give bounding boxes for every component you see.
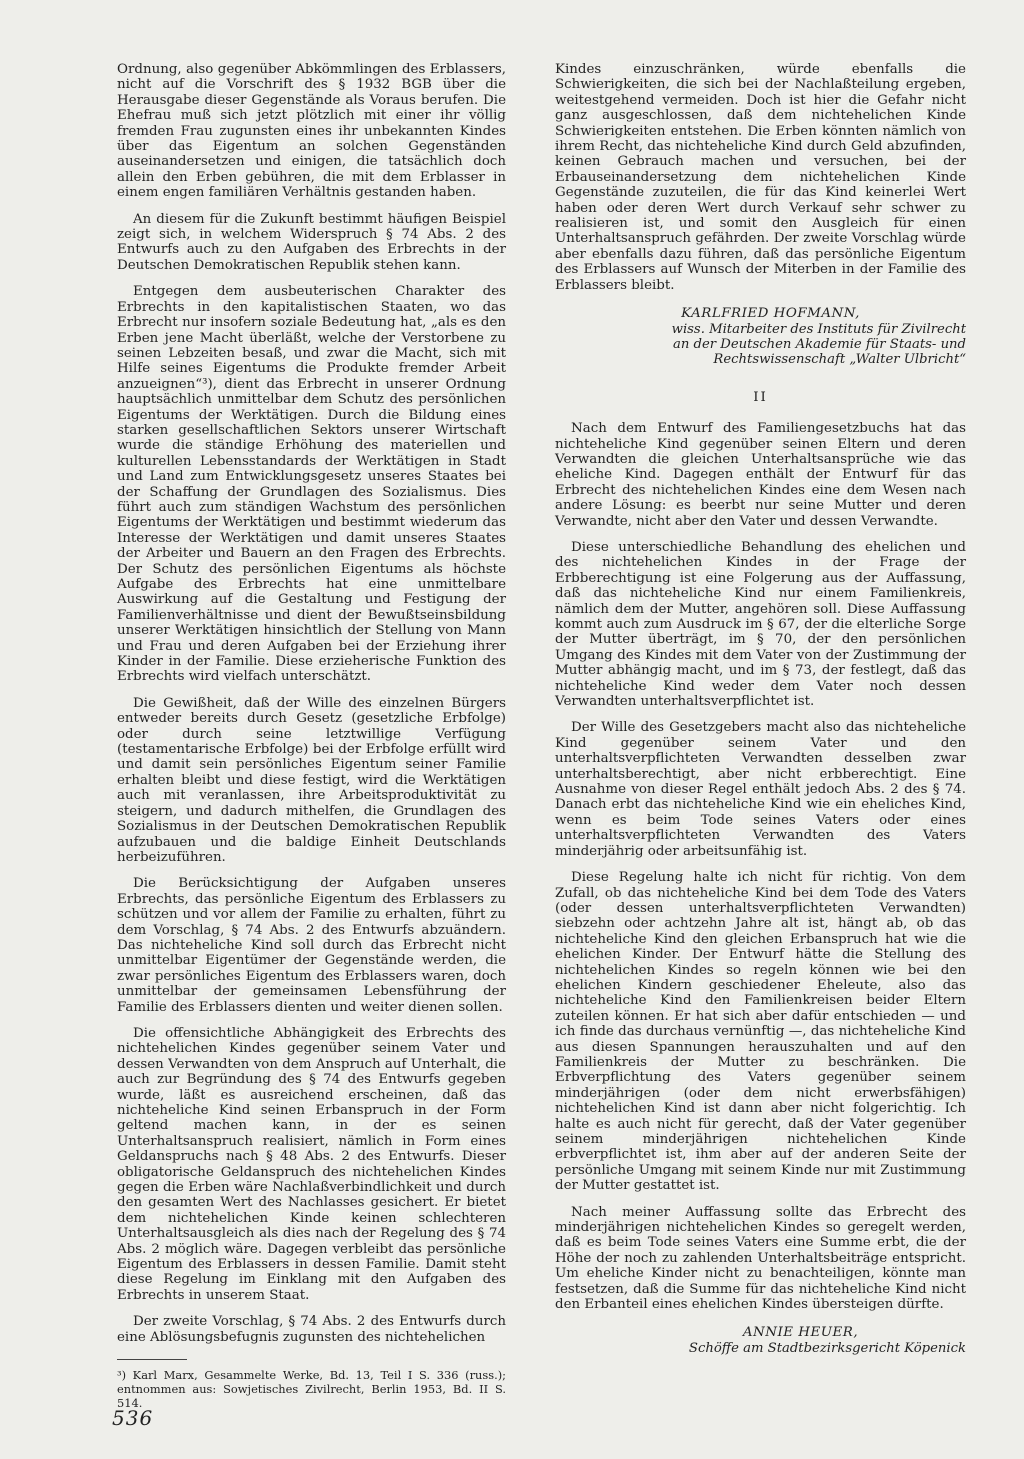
paragraph: An diesem für die Zukunft bestimmt häufigen Beispiel zeigt sich, in welchem Widerspruch § 74 Abs. 2 des Entwurfs auch zu den Aufgaben des Erbrechts in der Deutschen Demokratischen Republik stehen kann. xyxy=(117,211,506,273)
paragraph: Kindes einzuschränken, würde ebenfalls die Schwierigkeiten, die sich bei der Nachlaßteilung ergeben, weitestgehend vermeiden. Doch ist hier die Gefahr nicht ganz ausgeschlossen, daß dem nichtehelichen Kinde Schwierigkeiten entstehen. Die Erben könnten nämlich von ihrem Recht, das nichteheliche Kind durch Geld abzufinden, keinen Gebrauch machen und versuchen, bei der Erbauseinandersetzung dem nichtehelichen Kinde Gegenstände zuzuteilen, die für das Kind keinerlei Wert haben oder deren Wert durch Verkauf sehr schwer zu realisieren ist, und somit den Ausgleich für einen Unterhaltsanspruch gefährden. Der zweite Vorschlag würde aber ebenfalls dazu führen, daß das persönliche Eigentum des Erblassers auf Wunsch der Miterben in der Familie des Erblassers bleibt. xyxy=(555,62,966,293)
author-affiliation: an der Deutschen Akademie für Staats- und xyxy=(672,336,966,352)
signature-block-hofmann xyxy=(555,306,966,368)
author-affiliation: Schöffe am Stadtbezirksgericht Köpenick xyxy=(688,1340,966,1356)
section-heading: II xyxy=(753,389,768,405)
paragraph: Ordnung, also gegenüber Abkömmlingen des Erblassers, nicht auf die Vorschrift des § 1932 BGB über die Herausgabe dieser Gegenstände als Voraus berufen. Die Ehefrau muß sich jetzt plötzlich mit einer ihr völlig fremden Frau zugunsten eines ihr unbekannten Kindes über das Eigentum an solchen Gegenständen auseinandersetzen und einigen, die tatsächlich doch allein den Erben gebühren, die mit dem Erblasser in einem engen familiären Verhältnis gestanden haben. xyxy=(117,62,506,201)
author-affiliation: Rechtswissenschaft „Walter Ulbricht“ xyxy=(713,352,966,368)
author-name: KARLFRIED HOFMANN, xyxy=(681,306,860,322)
author-affiliation: wiss. Mitarbeiter des Instituts für Zivilrecht xyxy=(671,321,966,337)
footnote-rule xyxy=(117,1359,187,1360)
paragraph: Die Gewißheit, daß der Wille des einzelnen Bürgers entweder bereits durch Gesetz (gesetzliche Erbfolge) oder durch seine letztwillige Verfügung (testamentarische Erbfolge) bei der Erbfolge erfüllt wird und damit sein persönliches Eigentum seiner Familie erhalten bleibt und diese festigt, wird die Werktätigen auch mit veranlassen, ihre Arbeitsproduktivität zu steigern, und dadurch mithelfen, die Grundlagen des Sozialismus in der Deutschen Demokratischen Republik aufzubauen und die baldige Einheit Deutschlands herbeizuführen. xyxy=(117,695,506,865)
right-column xyxy=(555,62,966,1356)
paragraph: Der zweite Vorschlag, § 74 Abs. 2 des Entwurfs durch eine Ablösungsbefugnis zugunsten des nichtehelichen xyxy=(117,1314,506,1345)
paragraph: Diese Regelung halte ich nicht für richtig. Von dem Zufall, ob das nichteheliche Kind bei dem Tode des Vaters (oder dessen unterhaltsverpflichteten Verwandten) siebzehn oder achtzehn Jahre alt ist, hängt ab, ob das nichteheliche Kind den gleichen Erbanspruch hat wie die ehelichen Kinder. Der Entwurf hätte die Stellung des nichtehelichen Kindes so regeln können wie bei den ehelichen Kindern geschiedener Eheleute, also das nichteheliche Kind den Familienkreisen beider Eltern zuteilen können. Er hat sich aber dafür entschieden — und ich finde das durchaus vernünftig —, das nichteheliche Kind aus diesen Spannungen herauszuhalten und auf den Familienkreis der Mutter zu beschränken. Die Erbverpflichtung des Vaters gegenüber seinem minderjährigen (oder dem nicht erwerbsfähigen) nichtehelichen Kind ist dann aber nicht folgerichtig. Ich halte es auch nicht für gerecht, daß der Vater gegenüber seinem minderjährigen nichtehelichen Kinde erbverpflichtet ist, ihm aber auf der anderen Seite der persönliche Umgang mit seinem Kinde nur mit Zustimmung der Mutter gestattet ist. xyxy=(555,870,966,1194)
author-name: ANNIE HEUER, xyxy=(742,1325,859,1341)
page-number: 536 xyxy=(112,1406,154,1430)
paragraph: Diese unterschiedliche Behandlung des ehelichen und des nichtehelichen Kindes in der Frage der Erbberechtigung ist eine Folgerung aus der Auffassung, daß das nichteheliche Kind nur einem Familienkreis, nämlich dem der Mutter, angehören soll. Diese Auffassung kommt auch zum Ausdruck im § 67, der die elterliche Sorge der Mutter überträgt, im § 70, der den persönlichen Umgang des Kindes mit dem Vater von der Zustimmung der Mutter abhängig macht, und im § 73, der festlegt, daß das nichteheliche Kind weder dem Vater noch dessen Verwandten unterhaltsverpflichtet ist. xyxy=(555,539,966,710)
footnote: ³) Karl Marx, Gesammelte Werke, Bd. 13, Teil I S. 336 (russ.); entnommen aus: Sowjetisches Zivilrecht, Berlin 1953, Bd. II S. 514. xyxy=(117,1368,506,1411)
paragraph: Die Berücksichtigung der Aufgaben unseres Erbrechts, das persönliche Eigentum des Erblassers zu schützen und vor allem der Familie zu erhalten, führt zu dem Vorschlag, § 74 Abs. 2 des Entwurfs abzuändern. Das nichteheliche Kind soll durch das Erbrecht nicht unmittelbar Eigentümer der Gegenstände werden, die zwar persönliches Eigentum des Erblassers waren, doch unmittelbar der gemeinsamen Lebensführung der Familie des Erblassers dienten und weiter dienen sollen. xyxy=(117,876,506,1015)
paragraph: Der Wille des Gesetzgebers macht also das nichteheliche Kind gegenüber seinem Vater und den unterhaltsverpflichteten Verwandten desselben zwar unterhaltsberechtigt, aber nicht erbberechtigt. Eine Ausnahme von dieser Regel enthält jedoch Abs. 2 des § 74. Danach erbt das nichteheliche Kind wie ein eheliches Kind, wenn es beim Tode seines Vaters oder eines unterhaltsverpflichteten Verwandten des Vaters minderjährig oder arbeitsunfähig ist. xyxy=(555,720,966,859)
paragraph: Entgegen dem ausbeuterischen Charakter des Erbrechts in den kapitalistischen Staaten, wo das Erbrecht nur insofern soziale Bedeutung hat, „als es den Erben jene Macht überläßt, welche der Verstorbene zu seinen Lebzeiten besaß, und zwar die Macht, sich mit Hilfe seines Eigentums die Produkte fremder Arbeit anzueignen“³), dient das Erbrecht in unserer Ordnung hauptsächlich unmittelbar dem Schutz des persönlichen Eigentums der Werktätigen. Durch die Bildung eines starken gesellschaftlichen Sektors unserer Wirtschaft wurde die ständige Erhöhung des materiellen und kulturellen Lebensstandards der Werktätigen in Stadt und Land zum Entwicklungsgesetz unseres Staates bei der Schaffung der Grundlagen des Sozialismus. Dies führt auch zum ständigen Wachstum des persönlichen Eigentums der Werktätigen und bestimmt wiederum das Interesse der Werktätigen und damit unseres Staates der Arbeiter und Bauern an den Fragen des Erbrechts. Der Schutz des persönlichen Eigentums als höchste Aufgabe des Erbrechts hat eine unmittelbare Auswirkung auf die Gestaltung und Festigung der Familienverhältnisse und dient der Bewußtseinsbildung unserer Werktätigen hinsichtlich der Stellung von Mann und Frau und deren Aufgaben bei der Erziehung ihrer Kinder in der Familie. Diese erzieherische Funktion des Erbrechts wird vielfach unterschätzt. xyxy=(117,284,506,685)
left-column xyxy=(117,62,506,1421)
signature-block-heuer xyxy=(555,1325,966,1356)
paragraph: Nach dem Entwurf des Familiengesetzbuchs hat das nichteheliche Kind gegenüber seinen Eltern und deren Verwandten die gleichen Unterhaltsansprüche wie das eheliche Kind. Dagegen enthält der Entwurf für das Erbrecht des nichtehelichen Kindes eine dem Wesen nach andere Lösung: es beerbt nur seine Mutter und deren Verwandte, nicht aber den Vater und dessen Verwandte. xyxy=(555,421,966,529)
paragraph: Die offensichtliche Abhängigkeit des Erbrechts des nichtehelichen Kindes gegenüber seinem Vater und dessen Verwandten von dem Anspruch auf Unterhalt, die auch zur Begründung des § 74 des Entwurfs gegeben wurde, läßt es ausreichend erscheinen, daß das nichteheliche Kind seinen Erbanspruch in der Form geltend machen kann, in der es seinen Unterhaltsanspruch realisiert, nämlich in Form eines Geldanspruchs nach § 48 Abs. 2 des Entwurfs. Dieser obligatorische Geldanspruch des nichtehelichen Kindes gegen die Erben wäre Nachlaßverbindlichkeit und durch den gesamten Wert des Nachlasses gesichert. Er bietet dem nichtehelichen Kinde keinen schlechteren Unterhaltsausgleich als dies nach der Regelung des § 74 Abs. 2 möglich wäre. Dagegen verbleibt das persönliche Eigentum des Erblassers in dessen Familie. Damit steht diese Regelung im Einklang mit den Aufgaben des Erbrechts in unserem Staat. xyxy=(117,1025,506,1303)
paragraph: Nach meiner Auffassung sollte das Erbrecht des minderjährigen nichtehelichen Kindes so geregelt werden, daß es beim Tode seines Vaters eine Summe erbt, die der Höhe der noch zu zahlenden Unterhaltsbeiträge entspricht. Um eheliche Kinder nicht zu benachteiligen, könnte man festsetzen, daß die Summe für das nichteheliche Kind nicht den Erbanteil eines ehelichen Kindes übersteigen dürfte. xyxy=(555,1204,966,1313)
